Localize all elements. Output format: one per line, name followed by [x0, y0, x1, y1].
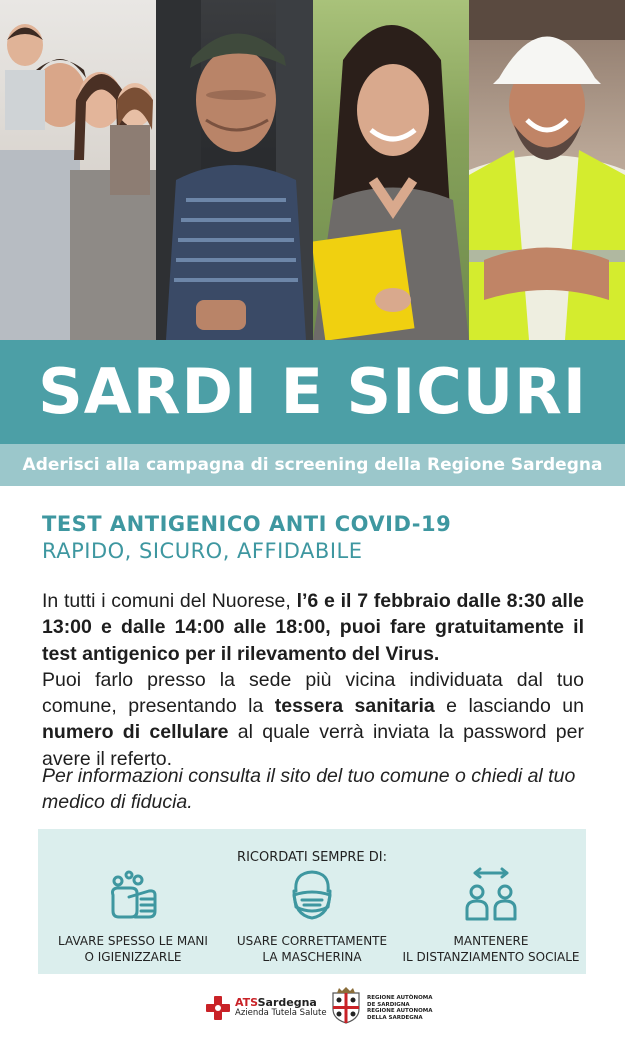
regione-line-2: DE SARDIGNA — [367, 1001, 410, 1008]
regione-emblem-icon — [329, 987, 363, 1025]
campaign-title: SARDI E SICURI — [38, 355, 587, 428]
body-text-2b: tessera sanitaria — [274, 695, 435, 718]
reminder-item-distance — [401, 867, 581, 965]
reminder-item-mask — [222, 867, 402, 965]
test-subheading: RAPIDO, SICURO, AFFIDABILE — [42, 539, 363, 563]
regione-line-4: DELLA SARDEGNA — [367, 1014, 423, 1021]
photo-strip — [0, 0, 625, 340]
reminder-label-distance-2: IL DISTANZIAMENTO SOCIALE — [402, 950, 580, 964]
reminder-label-mask-1: USARE CORRETTAMENTE — [236, 934, 388, 948]
reminder-title: RICORDATI SEMPRE DI: — [237, 850, 387, 865]
ats-name-red: ATS — [235, 996, 258, 1009]
reminder-item-hands — [43, 867, 223, 965]
family-photo — [0, 0, 156, 340]
body-text-2d: numero di cellulare — [42, 721, 229, 744]
reminder-label-distance — [401, 933, 581, 965]
ats-name-rest: Sardegna — [257, 996, 317, 1009]
reminder-label-hands-2: O IGIENIZZARLE — [84, 950, 182, 964]
ats-cross-icon — [204, 994, 232, 1022]
reminder-label-distance-1: MANTENERE — [453, 934, 529, 948]
body-text-2c: e lasciando un — [434, 695, 584, 718]
reminder-label-hands-1: LAVARE SPESSO LE MANI — [58, 934, 208, 948]
young-woman-photo — [313, 0, 469, 340]
body-text-1b: l’6 e il 7 febbraio dalle 8:30 alle 13:00 e dalle 14:00 alle 18:00, puoi fare gratuitamente il test antigenico per il rilevamento del Virus. — [42, 590, 584, 665]
body-text-2a: Puoi farlo presso la sede più vicina individuata dal tuo comune, presentando la — [42, 668, 584, 718]
hand-washing-icon — [105, 867, 161, 923]
regione-line-3: REGIONE AUTONOMA — [367, 1008, 433, 1014]
regione-name — [367, 995, 433, 1021]
reminder-label-mask-2: LA MASCHERINA — [262, 950, 362, 964]
body-text-1a: In tutti i comuni del Nuorese, — [42, 590, 297, 612]
test-heading: TEST ANTIGENICO ANTI COVID-19 — [42, 512, 452, 536]
construction-worker-photo — [469, 0, 625, 340]
reminder-box — [38, 829, 586, 974]
elderly-man-photo — [156, 0, 313, 340]
regione-line-1: REGIONE AUTÒNOMA — [367, 995, 433, 1001]
info-note: Per informazioni consulta il sito del tuo comune o chiedi al tuo medico di fiducia. — [42, 765, 576, 813]
face-mask-icon — [284, 867, 340, 923]
regione-sardegna-logo — [329, 987, 433, 1025]
ats-sardegna-logo — [204, 992, 327, 1022]
body-text-2e: al quale verrà inviata la password per avere il referto. — [42, 721, 584, 770]
body-text — [42, 588, 584, 772]
social-distancing-icon — [461, 867, 521, 923]
ats-subtitle: Azienda Tutela Salute — [235, 1008, 327, 1018]
reminder-label-mask — [222, 933, 402, 965]
campaign-subtitle: Aderisci alla campagna di screening della Regione Sardegna — [22, 455, 603, 475]
reminder-label-hands — [43, 933, 223, 965]
